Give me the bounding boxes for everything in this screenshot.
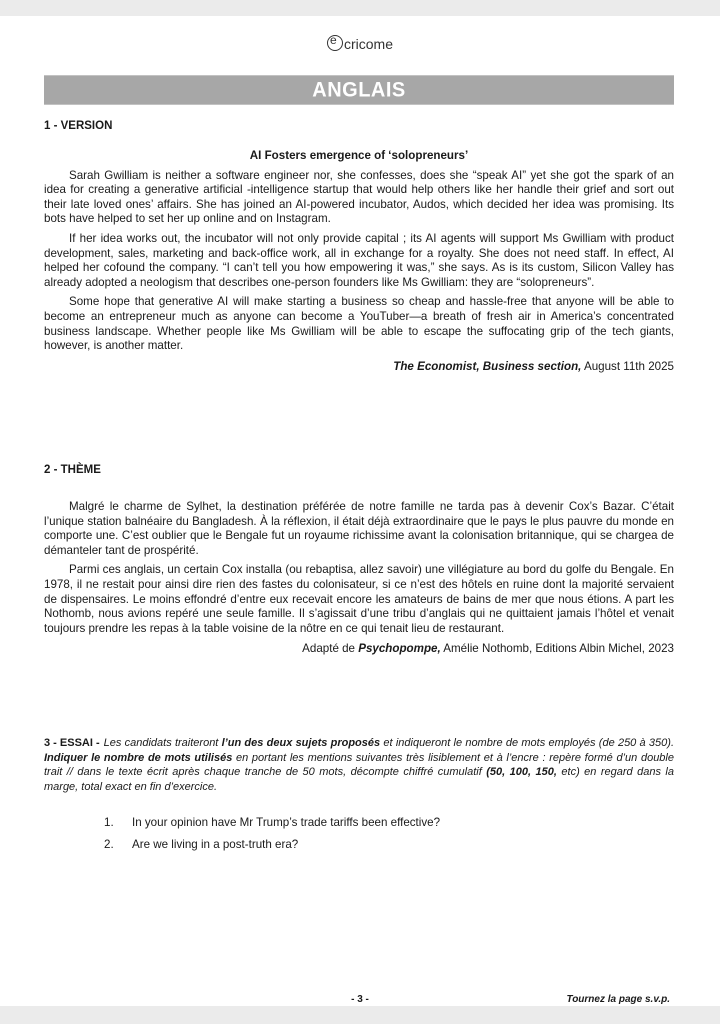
version-heading: 1 - VERSION: [44, 120, 113, 132]
essay-instructions: [44, 736, 674, 794]
topic-text: Are we living in a post-truth era?: [132, 838, 299, 851]
essay-instr-part: Les candidats traiteront: [103, 737, 222, 749]
essay-instr-emph: (50, 100, 150,: [486, 766, 557, 779]
version-source-title: The Economist, Business section,: [393, 359, 582, 373]
ecricome-logo: [0, 36, 720, 52]
version-paragraph-1: Sarah Gwilliam is neither a software engineer nor, she confesses, does she “speak AI” yet she got the spark of an idea for creating a generative artificial -intelligence startup that would help others like her handle their grief and sort out their late loved ones’ affairs. She has joined an AI-powered incubator, Audos, which decided her idea was promising. Its bots have helped to set her up online and on Instagram.: [44, 168, 674, 226]
logo-text: cricome: [343, 36, 393, 52]
version-source-date: August 11th 2025: [581, 359, 674, 373]
essay-topic-2: [104, 834, 440, 856]
topic-text: In your opinion have Mr Trump’s trade tariffs been effective?: [132, 816, 441, 829]
essay-section: [44, 736, 674, 794]
essay-instr-part: et indiqueront le nombre de mots employés (de 250 à 350).: [380, 737, 674, 749]
theme-source-rest: Amélie Nothomb, Editions Albin Michel, 2023: [440, 642, 674, 656]
essay-topics: [104, 812, 440, 856]
essay-instr-emph: Indiquer le nombre de mots utilisés: [44, 751, 233, 764]
theme-source-title: Psychopompe,: [358, 642, 441, 656]
theme-heading: 2 - THÈME: [44, 464, 101, 476]
essay-instr-emph: l’un des deux sujets proposés: [221, 737, 381, 749]
theme-paragraph-2: Parmi ces anglais, un certain Cox installa (ou rebaptisa, allez savoir) une villégiature au bord du golfe du Bengale. En 1978, il ne restait pour ainsi dire rien des fastes du colonisateur, si ce n’est des hôtels en ruine dont la majorité servaient de dispensaires. Le moins effondré d’entre eux recevait encore les amateurs de bains de mer que nous étions. A part les Nothomb, nous avions repéré une seule famille. Il s’agissait d’une tribu d’anglais qui ne quittaient jamais l’hôtel et venait toujours prendre les repas à la table voisine de la nôtre en ce qui tenait lieu de restaurant.: [44, 563, 674, 635]
essay-heading: 3 - ESSAI -: [44, 737, 100, 749]
version-source: [44, 360, 674, 375]
ecricome-logo-icon: [327, 35, 343, 51]
version-section: [44, 149, 674, 374]
page-number: - 3 -: [351, 994, 369, 1005]
topic-number: 2.: [104, 838, 114, 851]
turn-page-note: Tournez la page s.v.p.: [566, 994, 670, 1005]
essay-instr-part: en portant les mentions suivantes très lisiblement et à l’encre : repère formé d’un double trait // dans le texte écrit après chaque tranche de 50 mots, décompte chiffré cumulatif: [44, 751, 674, 779]
version-paragraph-2: If her idea works out, the incubator will not only provide capital ; its AI agents will support Ms Gwilliam with product development, sales, marketing and back-office work, all in exchange for a royalty. She does not need staff. In effect, AI helped her cofound the company. “I can’t tell you how empowering it was,” she says. As is its custom, Silicon Valley has already adopted a neologism that describes one-person founders like Ms Gwilliam: they are “solopreneurs”.: [44, 231, 674, 289]
topic-number: 1.: [104, 816, 114, 829]
essay-instr-part: etc) en regard dans la marge, total exact en fin d’exercice.: [44, 766, 674, 793]
version-paragraph-3: Some hope that generative AI will make starting a business so cheap and hassle-free that anyone will be able to become an entrepreneur much as anyone can become a YouTuber—a breath of fresh air in America’s concentrated business landscape. Whether people like Ms Gwilliam will be able to escape the suffocating grip of the tech giants, however, is another matter.: [44, 295, 674, 353]
theme-section: [44, 500, 674, 657]
exam-page: [0, 16, 720, 1006]
essay-topic-1: [104, 812, 440, 834]
theme-source: [44, 642, 674, 657]
subject-banner: ANGLAIS: [44, 75, 674, 104]
theme-paragraph-1: Malgré le charme de Sylhet, la destination préférée de notre famille ne tarda pas à devenir Cox’s Bazar. C’était l’unique station balnéaire du Bangladesh. À la réflexion, il était déjà extraordinaire que le pays le plus pauvre du monde en comporte une. C’est oublier que le Bengale fut un royaume richissime avant la colonisation britannique, qui se chargea de démanteler tant de prospérité.: [44, 500, 674, 557]
theme-source-prefix: Adapté de: [302, 642, 359, 656]
article-title: AI Fosters emergence of ‘solopreneurs’: [249, 149, 469, 162]
